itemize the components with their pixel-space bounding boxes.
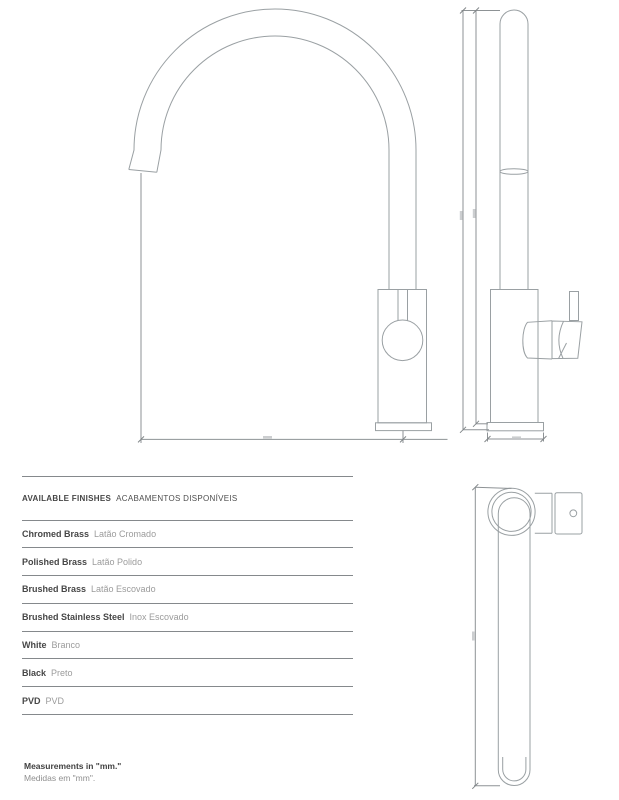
handle-connector-top bbox=[535, 493, 552, 533]
spout-inner-arc bbox=[157, 36, 389, 290]
top-dim-value-illegible bbox=[472, 632, 475, 641]
measurements-note bbox=[24, 761, 121, 784]
spout-tube-side bbox=[500, 10, 528, 290]
handle-block bbox=[552, 321, 582, 359]
measurements-note-pt: Medidas em "mm". bbox=[24, 772, 96, 783]
finish-name-pt: Latão Escovado bbox=[91, 584, 156, 595]
finish-row bbox=[22, 686, 353, 714]
base-flange-front bbox=[376, 423, 432, 431]
finish-row bbox=[22, 520, 353, 548]
top-view bbox=[472, 484, 582, 789]
finish-name-en: Brushed Stainless Steel bbox=[22, 612, 125, 623]
finish-name-pt: Latão Polido bbox=[92, 556, 143, 567]
base-flange-side bbox=[487, 423, 544, 431]
cartridge-lines bbox=[398, 290, 408, 321]
top-ext-line-top bbox=[475, 487, 511, 488]
side-view bbox=[460, 8, 582, 443]
finishes-heading bbox=[22, 476, 353, 520]
finish-name-en: Black bbox=[22, 667, 47, 678]
finish-name-en: Chromed Brass bbox=[22, 528, 90, 539]
handle-block-top bbox=[555, 493, 582, 534]
handle-screw-hole bbox=[570, 510, 577, 517]
faucet-body-front bbox=[378, 290, 427, 423]
finish-name-en: White bbox=[22, 640, 47, 651]
finish-row bbox=[22, 575, 353, 603]
front-view bbox=[129, 9, 448, 443]
handle-knob-front bbox=[382, 320, 423, 361]
base-dim-value-illegible bbox=[512, 436, 521, 439]
finish-name-en: PVD bbox=[22, 695, 41, 706]
table-bottom-rule bbox=[22, 714, 353, 715]
side-dim-value-b-illegible bbox=[473, 209, 476, 218]
finish-row bbox=[22, 631, 353, 659]
spout-capsule-top bbox=[498, 498, 530, 786]
side-dim-value-a-illegible bbox=[460, 211, 463, 220]
finish-name-pt: Inox Escovado bbox=[129, 612, 189, 623]
aerator-joint bbox=[500, 169, 528, 175]
handle-bulge bbox=[523, 321, 552, 359]
finish-name-pt: Preto bbox=[51, 667, 73, 678]
spout-tip bbox=[129, 170, 157, 173]
base-circle-outer bbox=[488, 488, 535, 535]
finishes-heading-en: AVAILABLE FINISHES bbox=[22, 493, 112, 503]
handle-lever-stick bbox=[570, 292, 579, 321]
finish-row bbox=[22, 603, 353, 631]
finish-row bbox=[22, 547, 353, 575]
spout-capsule-inner-end bbox=[503, 757, 526, 781]
faucet-body-side bbox=[491, 290, 539, 423]
finish-name-pt: PVD bbox=[45, 695, 65, 706]
finishes-heading-pt: ACABAMENTOS DISPONÍVEIS bbox=[116, 493, 238, 503]
available-finishes-table bbox=[22, 476, 353, 715]
finish-name-en: Brushed Brass bbox=[22, 584, 87, 595]
finish-name-en: Polished Brass bbox=[22, 556, 88, 567]
finish-row bbox=[22, 658, 353, 686]
finish-name-pt: Latão Cromado bbox=[94, 528, 157, 539]
spout-outer-arc bbox=[129, 9, 416, 290]
front-dim-value-illegible bbox=[263, 436, 272, 439]
finish-name-pt: Branco bbox=[51, 640, 81, 651]
measurements-note-en: Measurements in "mm." bbox=[24, 761, 122, 771]
